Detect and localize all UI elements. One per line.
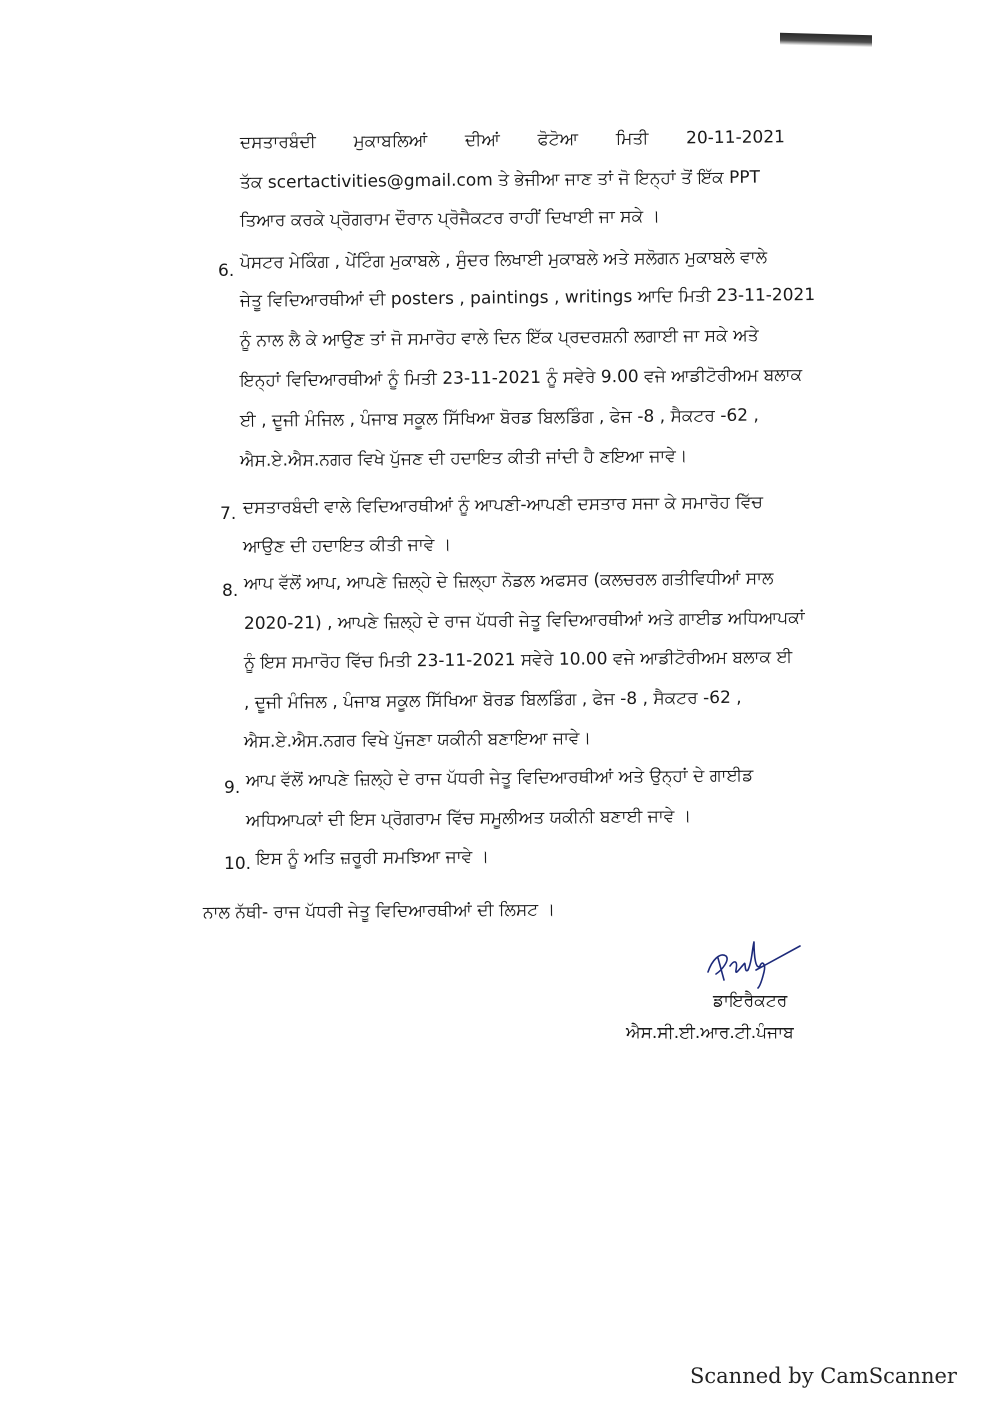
item-8-line: ਨੂੰ ਇਸ ਸਮਾਰੋਹ ਵਿੱਚ ਮਿਤੀ 23-11-2021 ਸਵੇਰੇ 10.00 ਵਜੇ ਆਡੀਟੋਰੀਅਮ ਬਲਾਕ ਈ <box>243 647 793 673</box>
item-6-line: ਨੂੰ ਨਾਲ ਲੈ ਕੇ ਆਉਣ ਤਾਂ ਜੋ ਸਮਾਰੋਹ ਵਾਲੇ ਦਿਨ ਇੱਕ ਪ੍ਰਦਰਸ਼ਨੀ ਲਗਾਈ ਜਾ ਸਕੇ ਅਤੇ <box>239 325 759 351</box>
word: ਫੋਟੋਆ <box>537 129 579 150</box>
para-line-3: ਤਿਆਰ ਕਰਕੇ ਪ੍ਰੋਗਰਾਮ ਦੌਰਾਨ ਪ੍ਰੋਜੈਕਟਰ ਰਾਹੀਂ ਦਿਖਾਈ ਜਾ ਸਕੇ । <box>239 206 661 231</box>
signatory-title: ਡਾਇਰੈਕਟਰ <box>713 991 788 1011</box>
para-line-2: ਤੱਕ scertactivities@gmail.com ਤੇ ਭੇਜੀਆ ਜਾਣ ਤਾਂ ਜੋ ਇਨ੍ਹਾਂ ਤੋਂ ਇੱਕ PPT <box>239 167 761 193</box>
date: 20-11-2021 <box>686 127 786 149</box>
item-8-number: 8. <box>222 581 239 601</box>
word: ਮਿਤੀ <box>615 128 649 150</box>
item-8-line: ਆਪ ਵੱਲੋਂ ਆਪ, ਆਪਣੇ ਜ਼ਿਲ੍ਹੇ ਦੇ ਜ਼ਿਲ੍ਹਾ ਨੋਡਲ ਅਫਸਰ (ਕਲਚਰਲ ਗਤੀਵਿਧੀਆਂ ਸਾਲ <box>243 568 774 594</box>
item-6-line: ਪੋਸਟਰ ਮੇਕਿੰਗ , ਪੇਂਟਿੰਗ ਮੁਕਾਬਲੇ , ਸੁੰਦਰ ਲਿਖਾਈ ਮੁਕਾਬਲੇ ਅਤੇ ਸਲੋਗਨ ਮੁਕਾਬਲੇ ਵਾਲੇ <box>239 247 768 273</box>
item-6-line: ਐਸ.ਏ.ਐਸ.ਨਗਰ ਵਿਖੇ ਪੁੱਜਣ ਦੀ ਹਦਾਇਤ ਕੀਤੀ ਜਾਂਦੀ ਹੈ ਣਇਆ ਜਾਵੇ। <box>239 446 688 471</box>
item-8-line: 2020-21) , ਆਪਣੇ ਜ਼ਿਲ੍ਹੇ ਦੇ ਰਾਜ ਪੱਧਰੀ ਜੇਤੂ ਵਿਦਿਆਰਥੀਆਂ ਅਤੇ ਗਾਈਡ ਅਧਿਆਪਕਾਂ <box>243 608 805 634</box>
signatory-office: ਐਸ.ਸੀ.ਈ.ਆਰ.ਟੀ.ਪੰਜਾਬ <box>626 1023 794 1043</box>
item-9-number: 9. <box>224 778 241 798</box>
item-6-number: 6. <box>218 261 235 281</box>
item-7-line: ਆਉਣ ਦੀ ਹਦਾਇਤ ਕੀਤੀ ਜਾਵੇ । <box>242 534 452 557</box>
item-10-number: 10. <box>224 854 252 874</box>
item-9-line: ਅਧਿਆਪਕਾਂ ਦੀ ਇਸ ਪ੍ਰੋਗਰਾਮ ਵਿੱਚ ਸਮੂਲੀਅਤ ਯਕੀਨੀ ਬਣਾਈ ਜਾਵੇ । <box>245 806 692 831</box>
enclosure-note: ਨਾਲ ਨੱਥੀ- ਰਾਜ ਪੱਧਰੀ ਜੇਤੂ ਵਿਦਿਆਰਥੀਆਂ ਦੀ ਲਿਸਟ । <box>202 899 556 923</box>
signature-icon <box>700 930 810 990</box>
item-6-line: ਇਨ੍ਹਾਂ ਵਿਦਿਆਰਥੀਆਂ ਨੂੰ ਮਿਤੀ 23-11-2021 ਨੂੰ ਸਵੇਰੇ 9.00 ਵਜੇ ਆਡੀਟੋਰੀਅਮ ਬਲਾਕ <box>239 365 803 391</box>
para-line-1 <box>240 126 785 154</box>
item-7-line: ਦਸਤਾਰਬੰਦੀ ਵਾਲੇ ਵਿਦਿਆਰਥੀਆਂ ਨੂੰ ਆਪਣੀ-ਆਪਣੀ ਦਸਤਾਰ ਸਜਾ ਕੇ ਸਮਾਰੋਹ ਵਿੱਚ <box>242 492 763 518</box>
item-9-line: ਆਪ ਵੱਲੋਂ ਆਪਣੇ ਜ਼ਿਲ੍ਹੇ ਦੇ ਰਾਜ ਪੱਧਰੀ ਜੇਤੂ ਵਿਦਿਆਰਥੀਆਂ ਅਤੇ ਉਨ੍ਹਾਂ ਦੇ ਗਾਈਡ <box>245 765 754 791</box>
item-6-line: ਜੇਤੂ ਵਿਦਿਆਰਥੀਆਂ ਦੀ posters , paintings , writings ਆਦਿ ਮਿਤੀ 23-11-2021 <box>239 284 816 311</box>
scanner-credit: Scanned by CamScanner <box>690 1364 957 1388</box>
word: ਦਸਤਾਰਬੰਦੀ <box>239 132 316 153</box>
item-7-number: 7. <box>220 504 237 524</box>
word: ਮੁਕਾਬਲਿਆਂ <box>353 131 428 152</box>
item-10-text: ਇਸ ਨੂੰ ਅਤਿ ਜ਼ਰੂਰੀ ਸਮਝਿਆ ਜਾਵੇ । <box>255 846 490 869</box>
word: ਦੀਆਂ <box>464 130 500 151</box>
item-8-line: , ਦੂਜੀ ਮੰਜਿਲ , ਪੰਜਾਬ ਸਕੂਲ ਸਿੱਖਿਆ ਬੋਰਡ ਬਿਲਡਿੰਗ , ਫੇਜ -8 , ਸੈਕਟਰ -62 , <box>243 687 742 713</box>
item-8-line: ਐਸ.ਏ.ਐਸ.ਨਗਰ ਵਿਖੇ ਪੁੱਜਣਾ ਯਕੀਨੀ ਬਣਾਇਆ ਜਾਵੇ। <box>243 728 592 752</box>
item-6-line: ਈ , ਦੂਜੀ ਮੰਜਿਲ , ਪੰਜਾਬ ਸਕੂਲ ਸਿੱਖਿਆ ਬੋਰਡ ਬਿਲਡਿੰਗ , ਫੇਜ -8 , ਸੈਕਟਰ -62 , <box>239 405 759 431</box>
